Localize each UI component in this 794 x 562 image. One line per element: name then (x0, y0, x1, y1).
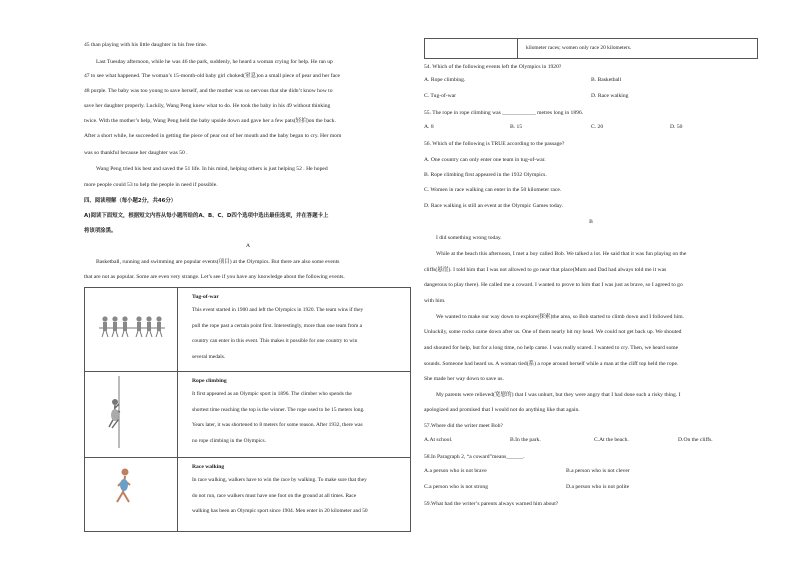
question-57: 57.Where did the writer meet Bob? (424, 423, 503, 429)
event-title: Rope climbing (192, 378, 227, 384)
passage-b-line: dangerous to play there). He called me a coward. I wanted to prove to him that I was just as brave, so I agreed to go (424, 282, 683, 288)
event-line: In race walking, walkers have to win the race by walking. To make sure that they (192, 477, 367, 483)
cloze-line: was so thankful because her daughter was 50 . (84, 150, 188, 156)
intro-line: Basketball, running and swimming are popular events(项目) at the Olympics. But there are also some events (96, 259, 340, 265)
cloze-line: After a short while, he succeeded in getting the piece of pear out of her mouth and the baby began to cry. Her mom (84, 133, 342, 139)
passage-b-line: We wanted to make our way down to explore(探索)the area, so Bob started to climb down and I followed him. (436, 314, 684, 320)
cloze-line: 47 to see what happened. The woman’s 15-month-old baby girl choked(窒息)on a small piece of pear and her face (84, 73, 341, 79)
option: C.At the beach. (594, 437, 629, 443)
event-line: do not run, race walkers must have one foot on the ground at all times. Race (192, 492, 357, 499)
passage-label-b-text: B (589, 219, 593, 225)
event-row-race-walking (85, 458, 411, 532)
cloze-line: more people could 53 to help the people in need if possible. (84, 182, 218, 188)
intro-line: that are not as popular. Some are even very strange. Let’s see if you have any knowledge about the following events. (84, 274, 345, 280)
event-line: This event started in 1900 and left the Olympics in 1920. The team wins if they (192, 307, 364, 313)
event-line: country can enter in this event. This makes it possible for one country to win (192, 338, 358, 345)
passage-b-line: with him. (424, 298, 446, 304)
option: A.At school. (424, 437, 453, 443)
passage-b-line: She made her way down to save us. (424, 376, 504, 382)
cloze-line: 45 than playing with his little daughter in his free time. (84, 42, 208, 48)
passage-b-title: I did something wrong today. (436, 235, 502, 241)
event-line: It first appeared as an Olympic sport in 1896. The climber who spends the (192, 391, 352, 397)
option: B.In the park. (510, 437, 541, 443)
event-image-cell (85, 288, 178, 372)
passage-b-line: My parents were relieved(宽慰的) that I was unhurt, but they were angry that I had done such a risky thing. I (436, 392, 681, 398)
event-line: several medals. (192, 353, 226, 360)
section-instruction: A)阅读下面短文，根据短文内容从每小题所给的A、B、C、D四个选项中选出最佳选项，并在答题卡上 (84, 213, 329, 219)
passage-b-line: While at the beach this afternoon, I met a boy called Bob. We talked a lot. He said that it was fun playing on the (436, 251, 687, 257)
option: C. Tug-of-war (424, 93, 457, 99)
events-table (84, 287, 411, 532)
option: A. 8 (424, 124, 434, 130)
passage-b-line: cliffs(悬崖). I told him that I was not allowed to go near that place(Mum and Dad had always told me it was (424, 267, 667, 273)
event-text-cell (178, 458, 411, 532)
table-continuation (424, 38, 758, 59)
event-text-cell (178, 288, 411, 372)
option: D. 50 (670, 124, 683, 130)
question-54: 54. Which of the following events left the Olympics in 1920? (424, 64, 562, 70)
option: A. Rope climbing. (424, 77, 466, 83)
option: B.a person who is not clever (566, 468, 630, 474)
event-line: no rope climbing in the Olympics. (192, 437, 266, 444)
option: B. Rope climbing first appeared in the 1932 Olympics. (424, 172, 547, 178)
option: C. Women in race walking can enter in the 50 kilometer race. (424, 187, 562, 193)
passage-label-b (424, 217, 758, 229)
option: D. Race walking is still an event at the Olympic Games today. (424, 203, 563, 209)
passage-b-line: sounds. Someone had heard us. A woman tied(系) a rope around herself while a man at the cliff top held the rope. (424, 361, 679, 367)
event-line: shortest time reaching the top is the winner. The rope used to be 15 meters long. (192, 406, 365, 413)
passage-label-a: A (245, 243, 251, 249)
tug-of-war-illustration (85, 288, 177, 366)
question-55: 55. The rope in rope climbing was ____________ metres long in 1896. (424, 110, 584, 116)
section-instruction: 将该项涂黑。 (84, 228, 117, 234)
table-cont-text: kilometer races; women only race 20 kilometers. (518, 39, 758, 59)
option: D.a person who is not polite (566, 484, 630, 490)
event-image-cell (85, 372, 178, 458)
event-text-cell (178, 372, 411, 458)
question-59: 59.What had the writer’s parents always warned him about? (424, 501, 559, 507)
option: C. 20 (591, 124, 604, 130)
option: B. 15 (510, 124, 523, 130)
event-row-rope-climbing (85, 372, 411, 458)
event-image-cell (85, 458, 178, 532)
option: A.a person who is not brave (424, 468, 487, 474)
cloze-line: save her daughter properly. Luckily, Wang Peng knew what to do. He took the baby in his 49 without thinking (84, 103, 331, 109)
option: B. Basketball (591, 77, 622, 83)
question-56: 56. Which of the following is TRUE according to the passage? (424, 141, 565, 147)
option: D.On the cliffs. (678, 437, 713, 443)
race-walking-illustration (85, 458, 177, 526)
table-cont-empty-cell (425, 39, 518, 59)
passage-b-line: apologized and promised that I would not do anything like that again. (424, 407, 580, 413)
question-58: 58.In Paragraph 2, “a coward”means______. (424, 454, 525, 460)
event-title: Tug-of-war (192, 294, 219, 300)
section-title: 四、阅读理解（每小题2分，共46分） (84, 198, 177, 204)
rope-climbing-illustration (85, 372, 177, 452)
event-row-tug-of-war (85, 288, 411, 372)
passage-b-line: and shouted for help, but for a long time, no help came. I was really scared. I wanted to cry. Then, we heard some (424, 345, 679, 351)
cloze-line: 48 purple. The baby was too young to save herself, and the mother was so nervous that she didn’t know how to (84, 88, 333, 94)
passage-b-line: Unluckily, some rocks came down after us. One of them nearly hit my head. We could not get back up. We shouted (424, 329, 682, 335)
event-line: walking has been an Olympic sport since 1904. Men enter in 20 kilometer and 50 (192, 508, 368, 515)
event-title: Race walking (192, 464, 225, 470)
option: A. One country can only enter one team in tug-of-war. (424, 157, 546, 163)
option: D. Race walking (591, 93, 629, 99)
event-line: Years later, it was shortened to 8 meters for some reason. After 1932, there was (192, 422, 363, 429)
option: C.a person who is not strong (424, 484, 489, 490)
cloze-line: twice. With the mother’s help, Wang Peng held the baby upside down and gave her a few pats(轻拍)on the back. (84, 118, 336, 124)
cloze-line: Last Tuesday afternoon, while he was 46 the park, suddenly, he heard a woman crying for help. He ran up (96, 59, 333, 65)
event-line: pull the rope past a certain point first. Interestingly, more than one team from a (192, 322, 362, 329)
cloze-line: Wang Peng tried his best and saved the 51 life. In his mind, helping others is just helping 52 . He hoped (96, 166, 328, 172)
